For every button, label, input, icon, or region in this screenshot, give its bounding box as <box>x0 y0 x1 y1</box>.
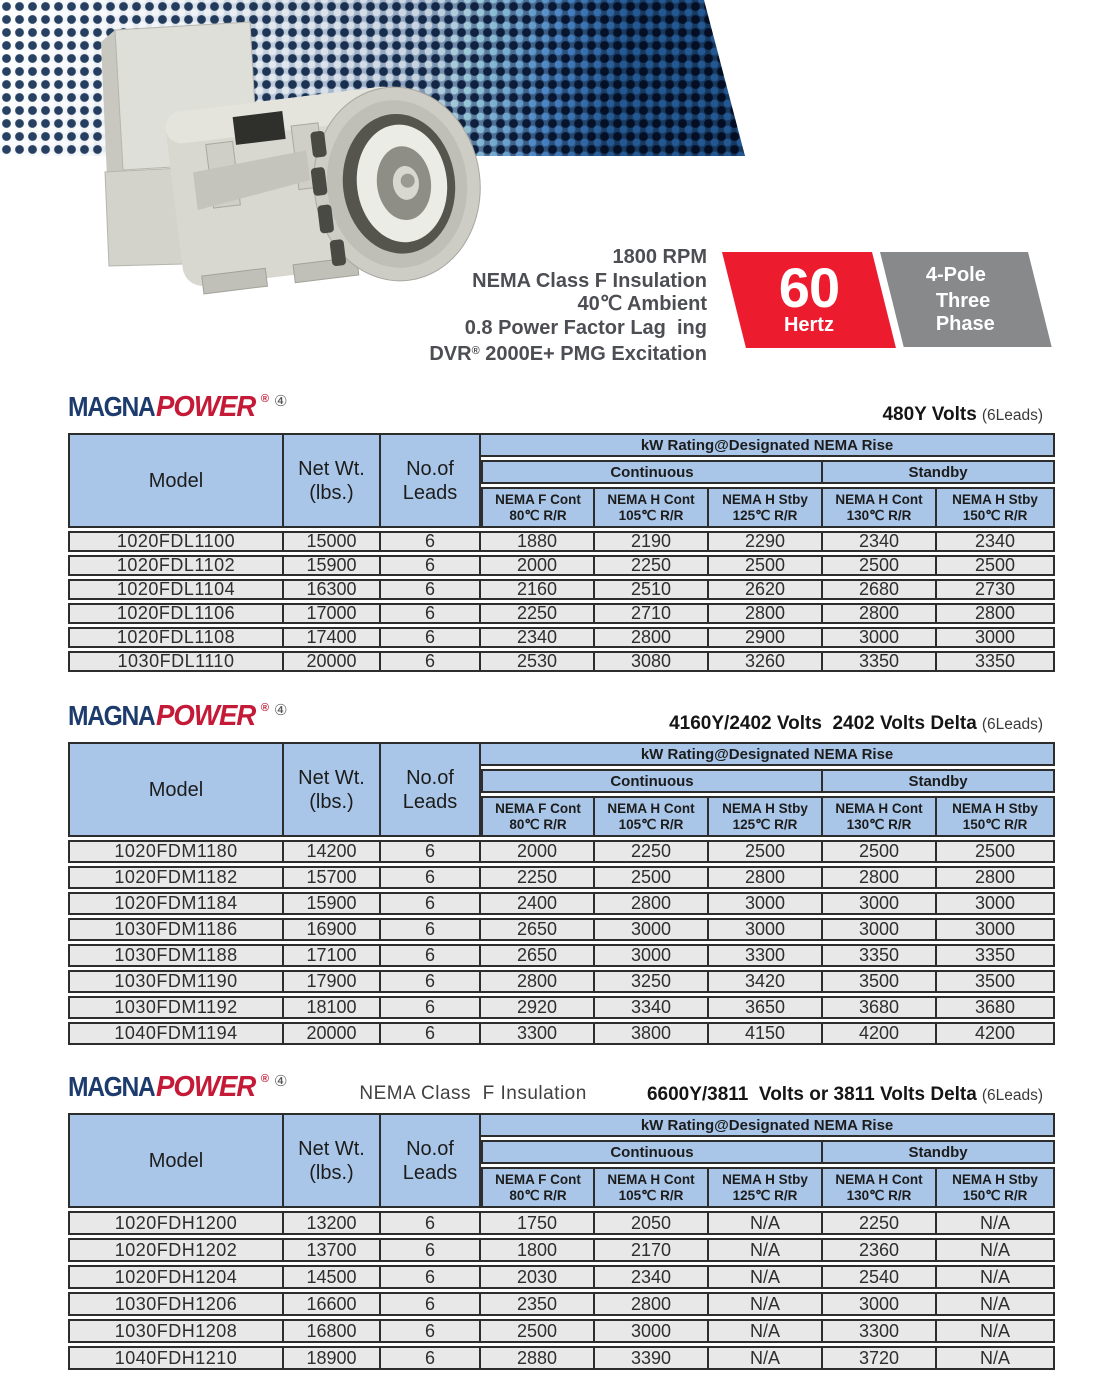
logo-registered-icon: ® <box>260 702 269 714</box>
table-row <box>68 579 1055 600</box>
logo-footnote-mark: ④ <box>273 702 288 719</box>
table-section-4160y <box>68 699 1055 1048</box>
value-cell: N/A <box>937 1211 1055 1235</box>
value-cell: 3680 <box>823 996 937 1019</box>
value-cell: 3350 <box>937 944 1055 967</box>
value-cell: 2340 <box>823 531 937 552</box>
value-cell: N/A <box>709 1319 823 1343</box>
value-cell: 3000 <box>823 918 937 941</box>
rating-table-480y <box>68 430 1055 675</box>
value-cell: 2000 <box>481 840 595 863</box>
value-cell: 15900 <box>284 555 381 576</box>
table-row <box>68 840 1055 863</box>
value-cell: 2500 <box>709 555 823 576</box>
value-cell: 2500 <box>937 555 1055 576</box>
value-cell: 3000 <box>595 944 709 967</box>
value-cell: 1750 <box>481 1211 595 1235</box>
value-cell: N/A <box>937 1292 1055 1316</box>
sub-header: NEMA H Stby 150℃ R/R <box>937 487 1055 528</box>
value-cell: 2250 <box>481 603 595 624</box>
table-row <box>68 1346 1055 1370</box>
value-cell: 2500 <box>481 1319 595 1343</box>
tables-content <box>68 390 1055 1373</box>
model-cell: 1020FDM1182 <box>68 866 284 889</box>
value-cell: 2500 <box>595 866 709 889</box>
value-cell: 3000 <box>937 892 1055 915</box>
value-cell: 2880 <box>481 1346 595 1370</box>
table-row <box>68 1238 1055 1262</box>
value-cell: 6 <box>381 579 481 600</box>
value-cell: N/A <box>709 1238 823 1262</box>
col-header-net-wt: Net Wt. (lbs.) <box>284 433 381 528</box>
value-cell: 2340 <box>937 531 1055 552</box>
spec-line: NEMA Class F Insulation <box>472 269 707 292</box>
table-section-6600y <box>68 1070 1055 1373</box>
sub-header: NEMA F Cont 80℃ R/R <box>481 487 595 528</box>
value-cell: 2250 <box>823 1211 937 1235</box>
value-cell: 3000 <box>823 627 937 648</box>
model-cell: 1030FDL1110 <box>68 651 284 672</box>
value-cell: 3340 <box>595 996 709 1019</box>
value-cell: 17400 <box>284 627 381 648</box>
value-cell: 3000 <box>937 918 1055 941</box>
logo-magna: MAGNA <box>68 391 155 422</box>
sub-header: NEMA H Stby 150℃ R/R <box>937 1167 1055 1208</box>
value-cell: 3350 <box>823 651 937 672</box>
value-cell: 3800 <box>595 1022 709 1045</box>
model-cell: 1030FDM1186 <box>68 918 284 941</box>
model-cell: 1020FDL1106 <box>68 603 284 624</box>
pole-phase-badge <box>880 252 1052 347</box>
model-cell: 1030FDH1208 <box>68 1319 284 1343</box>
value-cell: 3420 <box>709 970 823 993</box>
table-row <box>68 892 1055 915</box>
value-cell: 1880 <box>481 531 595 552</box>
model-cell: 1020FDL1104 <box>68 579 284 600</box>
table-title: 480Y Volts (6Leads) <box>882 404 1043 425</box>
value-cell: 2800 <box>937 603 1055 624</box>
sub-header: NEMA H Cont 105℃ R/R <box>595 1167 709 1208</box>
value-cell: 2050 <box>595 1211 709 1235</box>
col-header-leads: No.of Leads <box>381 1113 481 1208</box>
value-cell: 2250 <box>481 866 595 889</box>
value-cell: 2800 <box>595 892 709 915</box>
value-cell: 2350 <box>481 1292 595 1316</box>
value-cell: 13700 <box>284 1238 381 1262</box>
table-row <box>68 651 1055 672</box>
continuous-header: Continuous <box>481 769 823 793</box>
value-cell: 3680 <box>937 996 1055 1019</box>
sub-header: NEMA H Cont 130℃ R/R <box>823 1167 937 1208</box>
value-cell: 15700 <box>284 866 381 889</box>
spec-line: 0.8 Power Factor Lag ing <box>464 316 707 339</box>
value-cell: 16600 <box>284 1292 381 1316</box>
value-cell: 2800 <box>595 627 709 648</box>
table-section-480y <box>68 390 1055 675</box>
value-cell: 3000 <box>823 1292 937 1316</box>
value-cell: 6 <box>381 1292 481 1316</box>
table-row <box>68 996 1055 1019</box>
value-cell: 2680 <box>823 579 937 600</box>
standby-header: Standby <box>823 1140 1055 1164</box>
value-cell: 6 <box>381 1265 481 1289</box>
col-header-model: Model <box>68 742 284 837</box>
kw-rating-header: kW Rating@Designated NEMA Rise <box>481 433 1055 457</box>
value-cell: 6 <box>381 531 481 552</box>
value-cell: 3720 <box>823 1346 937 1370</box>
value-cell: 2500 <box>823 555 937 576</box>
value-cell: 3390 <box>595 1346 709 1370</box>
leads-note: (6Leads) <box>981 407 1043 424</box>
value-cell: 3080 <box>595 651 709 672</box>
model-cell: 1020FDL1108 <box>68 627 284 648</box>
value-cell: 2650 <box>481 918 595 941</box>
sub-header: NEMA H Stby 125℃ R/R <box>709 487 823 528</box>
value-cell: 2530 <box>481 651 595 672</box>
value-cell: 6 <box>381 1211 481 1235</box>
value-cell: 6 <box>381 970 481 993</box>
value-cell: N/A <box>709 1265 823 1289</box>
value-cell: 4150 <box>709 1022 823 1045</box>
value-cell: 2800 <box>595 1292 709 1316</box>
value-cell: 2250 <box>595 555 709 576</box>
spec-line-dvr: DVR® 2000E+ PMG Excitation <box>429 343 707 365</box>
value-cell: 4200 <box>937 1022 1055 1045</box>
value-cell: 2340 <box>481 627 595 648</box>
value-cell: 3350 <box>937 651 1055 672</box>
sub-header: NEMA H Stby 125℃ R/R <box>709 796 823 837</box>
value-cell: 18100 <box>284 996 381 1019</box>
table-title: 4160Y/2402 Volts 2402 Volts Delta (6Leads) <box>669 713 1043 734</box>
logo-registered-icon: ® <box>260 393 269 405</box>
value-cell: 6 <box>381 603 481 624</box>
value-cell: 3350 <box>823 944 937 967</box>
value-cell: 4200 <box>823 1022 937 1045</box>
col-header-net-wt: Net Wt. (lbs.) <box>284 1113 381 1208</box>
value-cell: 18900 <box>284 1346 381 1370</box>
spec-line: 1800 RPM <box>612 246 707 268</box>
sub-header: NEMA H Cont 130℃ R/R <box>823 796 937 837</box>
col-header-model: Model <box>68 1113 284 1208</box>
sub-header: NEMA H Stby 150℃ R/R <box>937 796 1055 837</box>
value-cell: 13200 <box>284 1211 381 1235</box>
value-cell: 17100 <box>284 944 381 967</box>
sub-header: NEMA H Cont 105℃ R/R <box>595 796 709 837</box>
value-cell: 3650 <box>709 996 823 1019</box>
model-cell: 1020FDM1180 <box>68 840 284 863</box>
value-cell: 6 <box>381 892 481 915</box>
insulation-note: NEMA Class F Insulation <box>359 1083 587 1104</box>
value-cell: 2540 <box>823 1265 937 1289</box>
value-cell: 20000 <box>284 651 381 672</box>
value-cell: 2710 <box>595 603 709 624</box>
table-title: 6600Y/3811 Volts or 3811 Volts Delta (6Leads) <box>646 1084 1043 1105</box>
model-cell: 1030FDM1190 <box>68 970 284 993</box>
value-cell: 6 <box>381 1022 481 1045</box>
value-cell: 2800 <box>823 603 937 624</box>
value-cell: 14500 <box>284 1265 381 1289</box>
table-row <box>68 627 1055 648</box>
table-row <box>68 970 1055 993</box>
model-cell: 1020FDH1204 <box>68 1265 284 1289</box>
model-cell: 1030FDM1188 <box>68 944 284 967</box>
value-cell: 1800 <box>481 1238 595 1262</box>
magna-power-logo <box>68 693 287 736</box>
value-cell: 3300 <box>823 1319 937 1343</box>
value-cell: 2920 <box>481 996 595 1019</box>
value-cell: 2510 <box>595 579 709 600</box>
leads-note: (6Leads) <box>981 716 1043 733</box>
magna-power-logo <box>68 1064 287 1107</box>
value-cell: 2190 <box>595 531 709 552</box>
value-cell: 6 <box>381 1346 481 1370</box>
table-row <box>68 944 1055 967</box>
model-cell: 1020FDL1102 <box>68 555 284 576</box>
logo-power: POWER <box>156 1071 256 1103</box>
value-cell: 3300 <box>481 1022 595 1045</box>
value-cell: 3000 <box>709 918 823 941</box>
value-cell: 2620 <box>709 579 823 600</box>
value-cell: N/A <box>709 1346 823 1370</box>
value-cell: 2000 <box>481 555 595 576</box>
col-header-leads: No.of Leads <box>381 433 481 528</box>
value-cell: 6 <box>381 651 481 672</box>
value-cell: 6 <box>381 944 481 967</box>
table-row <box>68 555 1055 576</box>
value-cell: 16800 <box>284 1319 381 1343</box>
value-cell: 15000 <box>284 531 381 552</box>
table-row <box>68 866 1055 889</box>
value-cell: 14200 <box>284 840 381 863</box>
model-cell: 1040FDM1194 <box>68 1022 284 1045</box>
value-cell: 2250 <box>595 840 709 863</box>
table-row <box>68 1319 1055 1343</box>
value-cell: 2800 <box>709 866 823 889</box>
model-cell: 1030FDM1192 <box>68 996 284 1019</box>
value-cell: N/A <box>937 1238 1055 1262</box>
value-cell: 16900 <box>284 918 381 941</box>
value-cell: 2800 <box>937 866 1055 889</box>
value-cell: 3000 <box>823 892 937 915</box>
sub-header: NEMA H Cont 130℃ R/R <box>823 487 937 528</box>
value-cell: 6 <box>381 555 481 576</box>
value-cell: 3260 <box>709 651 823 672</box>
value-cell: 3000 <box>709 892 823 915</box>
value-cell: N/A <box>937 1319 1055 1343</box>
value-cell: 6 <box>381 840 481 863</box>
value-cell: 2650 <box>481 944 595 967</box>
value-cell: 2800 <box>823 866 937 889</box>
value-cell: 3000 <box>937 627 1055 648</box>
continuous-header: Continuous <box>481 460 823 484</box>
table-row <box>68 1022 1055 1045</box>
phase-label: Three Phase <box>935 289 995 335</box>
value-cell: 16300 <box>284 579 381 600</box>
rating-table-6600y <box>68 1110 1055 1373</box>
value-cell: 3000 <box>595 1319 709 1343</box>
logo-footnote-mark: ④ <box>273 1073 288 1090</box>
value-cell: 2900 <box>709 627 823 648</box>
value-cell: 15900 <box>284 892 381 915</box>
value-cell: 2500 <box>709 840 823 863</box>
pole-label: 4-Pole <box>925 263 986 286</box>
value-cell: 3300 <box>709 944 823 967</box>
rating-table-4160y <box>68 739 1055 1048</box>
value-cell: 2500 <box>823 840 937 863</box>
table-row <box>68 1211 1055 1235</box>
value-cell: N/A <box>937 1346 1055 1370</box>
value-cell: 2800 <box>709 603 823 624</box>
value-cell: 6 <box>381 996 481 1019</box>
value-cell: 2500 <box>937 840 1055 863</box>
kw-rating-header: kW Rating@Designated NEMA Rise <box>481 1113 1055 1137</box>
value-cell: 2800 <box>481 970 595 993</box>
value-cell: 20000 <box>284 1022 381 1045</box>
frequency-value: 60 <box>778 256 840 319</box>
table-row <box>68 918 1055 941</box>
value-cell: 2340 <box>595 1265 709 1289</box>
col-header-model: Model <box>68 433 284 528</box>
table-row <box>68 1292 1055 1316</box>
spec-line: 40℃ Ambient <box>577 293 707 315</box>
value-cell: 6 <box>381 1319 481 1343</box>
model-cell: 1030FDH1206 <box>68 1292 284 1316</box>
leads-note: (6Leads) <box>981 1087 1043 1104</box>
generator-photo <box>45 12 475 327</box>
value-cell: N/A <box>709 1292 823 1316</box>
magna-power-logo <box>68 384 287 427</box>
value-cell: 2400 <box>481 892 595 915</box>
sub-header: NEMA F Cont 80℃ R/R <box>481 796 595 837</box>
value-cell: 17900 <box>284 970 381 993</box>
table-row <box>68 1265 1055 1289</box>
sub-header: NEMA H Cont 105℃ R/R <box>595 487 709 528</box>
value-cell: 2360 <box>823 1238 937 1262</box>
logo-footnote-mark: ④ <box>273 393 288 410</box>
value-cell: 2030 <box>481 1265 595 1289</box>
registered-mark: ® <box>471 345 480 357</box>
col-header-leads: No.of Leads <box>381 742 481 837</box>
value-cell: 2730 <box>937 579 1055 600</box>
logo-magna: MAGNA <box>68 700 155 731</box>
model-cell: 1020FDH1202 <box>68 1238 284 1262</box>
value-cell: 6 <box>381 918 481 941</box>
value-cell: 3500 <box>937 970 1055 993</box>
value-cell: 3000 <box>595 918 709 941</box>
logo-registered-icon: ® <box>260 1073 269 1085</box>
value-cell: 6 <box>381 1238 481 1262</box>
value-cell: 6 <box>381 866 481 889</box>
value-cell: N/A <box>937 1265 1055 1289</box>
value-cell: 2170 <box>595 1238 709 1262</box>
value-cell: 17000 <box>284 603 381 624</box>
logo-power: POWER <box>156 700 256 732</box>
value-cell: 3250 <box>595 970 709 993</box>
standby-header: Standby <box>823 769 1055 793</box>
model-cell: 1040FDH1210 <box>68 1346 284 1370</box>
frequency-badge <box>722 252 896 348</box>
model-cell: 1020FDH1200 <box>68 1211 284 1235</box>
col-header-net-wt: Net Wt. (lbs.) <box>284 742 381 837</box>
model-cell: 1020FDM1184 <box>68 892 284 915</box>
value-cell: 2290 <box>709 531 823 552</box>
sub-header: NEMA F Cont 80℃ R/R <box>481 1167 595 1208</box>
table-row <box>68 603 1055 624</box>
value-cell: N/A <box>709 1211 823 1235</box>
table-row <box>68 531 1055 552</box>
value-cell: 2160 <box>481 579 595 600</box>
sub-header: NEMA H Stby 125℃ R/R <box>709 1167 823 1208</box>
logo-magna: MAGNA <box>68 1071 155 1102</box>
logo-power: POWER <box>156 391 256 423</box>
value-cell: 3500 <box>823 970 937 993</box>
model-cell: 1020FDL1100 <box>68 531 284 552</box>
frequency-unit: Hertz <box>783 314 834 336</box>
standby-header: Standby <box>823 460 1055 484</box>
value-cell: 6 <box>381 627 481 648</box>
continuous-header: Continuous <box>481 1140 823 1164</box>
spec-text-block <box>429 246 707 367</box>
kw-rating-header: kW Rating@Designated NEMA Rise <box>481 742 1055 766</box>
